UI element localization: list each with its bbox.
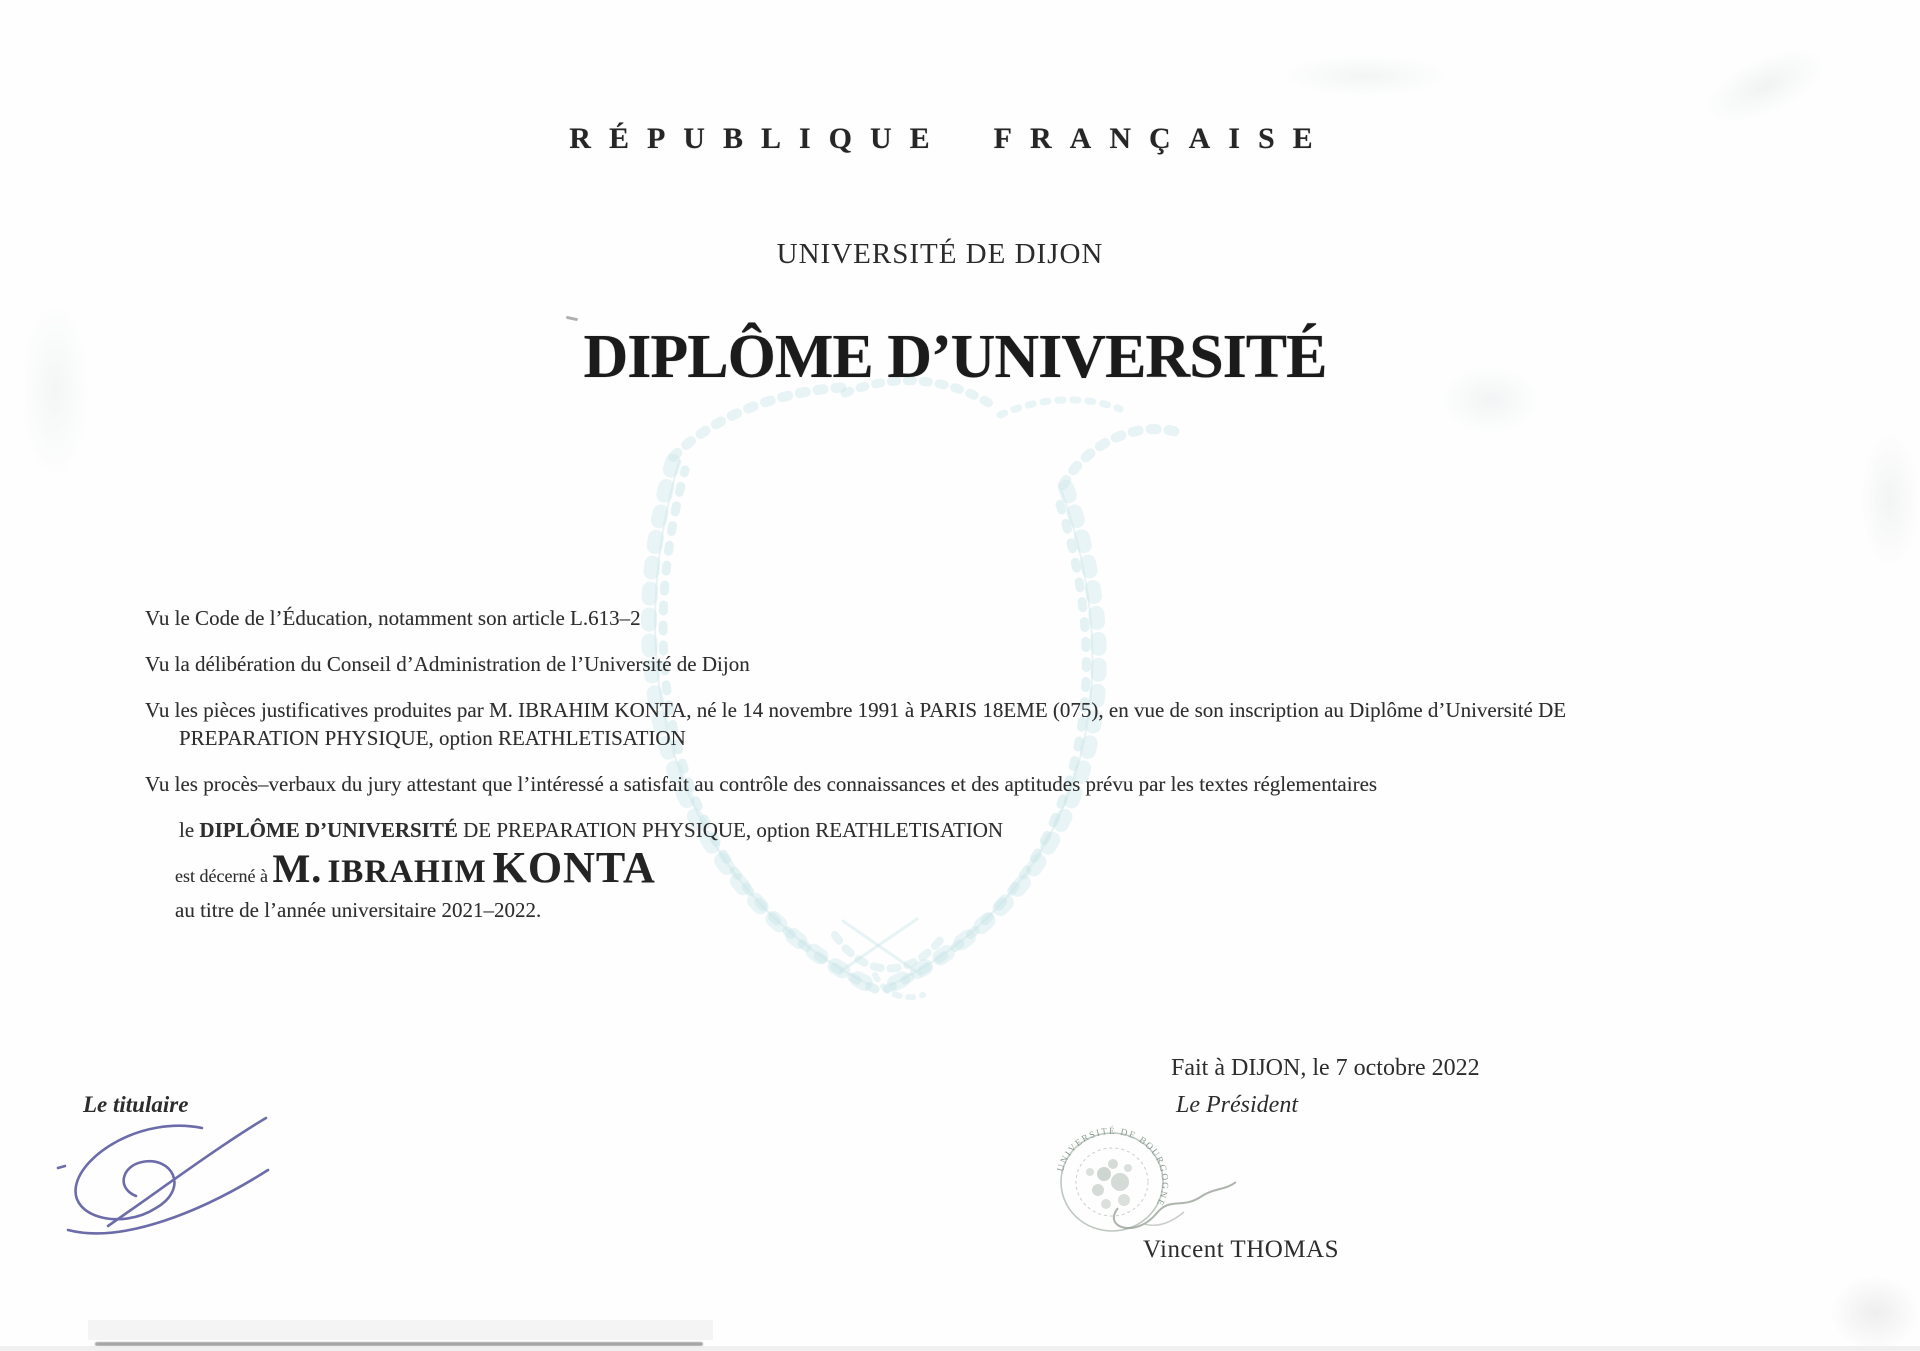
- clause-justificatives-line1: Vu les pièces justificatives produites par M. IBRAHIM KONTA, né le 14 novembre 1991 à PARIS 18EME (075), en vue de son inscription au Diplôme d’Université DE: [145, 698, 1567, 722]
- recipient-first-name: IBRAHIM: [327, 854, 487, 890]
- recipient-title: M.: [272, 846, 323, 891]
- university-stamp: [1040, 1112, 1270, 1247]
- republic-header: [0, 122, 1900, 156]
- scan-smudge: [1280, 55, 1450, 97]
- decerne-prefix: est décerné à: [175, 866, 273, 886]
- clause-justificatives-line2: PREPARATION PHYSIQUE, option REATHLETISATION: [179, 726, 686, 750]
- clause-deliberation: Vu la délibération du Conseil d’Administration de l’Université de Dijon: [145, 652, 750, 676]
- scan-bottom-strip: [0, 1346, 1920, 1351]
- award-prefix: le: [179, 818, 200, 842]
- clause-education: Vu le Code de l’Éducation, notamment son article L.613–2: [145, 606, 641, 630]
- holder-label: Le titulaire: [83, 1092, 189, 1117]
- clauses-block: [145, 604, 1845, 942]
- clause-justificatives: [145, 696, 1845, 752]
- recipient-last-name: KONTA: [492, 843, 656, 892]
- clause-proces-verbaux: Vu les procès–verbaux du jury attestant que l’intéressé a satisfait au contrôle des connaissances et des aptitudes prévu par les textes réglementaires: [145, 772, 1378, 796]
- stamp-ring-text: UNIVERSITÉ DE BOURGOGNE: [1056, 1126, 1170, 1209]
- scan-smudge: [1830, 1275, 1920, 1351]
- academic-year-line: au titre de l’année universitaire 2021–2022.: [175, 898, 542, 922]
- place-date-line: Fait à DIJON, le 7 octobre 2022: [1171, 1055, 1480, 1081]
- university-name: UNIVERSITÉ DE DIJON: [776, 238, 1104, 270]
- award-line: [145, 816, 1845, 844]
- president-label: Le Président: [1176, 1092, 1298, 1118]
- holder-signature: [50, 1108, 290, 1258]
- diploma-title: DIPLÔME D’UNIVERSITÉ: [583, 323, 1327, 391]
- award-rest: DE PREPARATION PHYSIQUE, option REATHLETISATION: [457, 818, 1004, 842]
- paper-edge-shading: [88, 1320, 713, 1340]
- decerne-line: [145, 843, 1845, 892]
- republic-word-1: RÉPUBLIQUE: [569, 122, 948, 155]
- president-signature: [1114, 1182, 1236, 1228]
- award-degree-name: DIPLÔME D’UNIVERSITÉ: [199, 818, 458, 842]
- scan-smudge: [1860, 430, 1920, 570]
- president-name: Vincent THOMAS: [1143, 1236, 1340, 1263]
- republic-word-2: FRANÇAISE: [993, 122, 1331, 155]
- stamp-emblem: [1086, 1159, 1132, 1209]
- scan-dash-mark: [566, 316, 578, 321]
